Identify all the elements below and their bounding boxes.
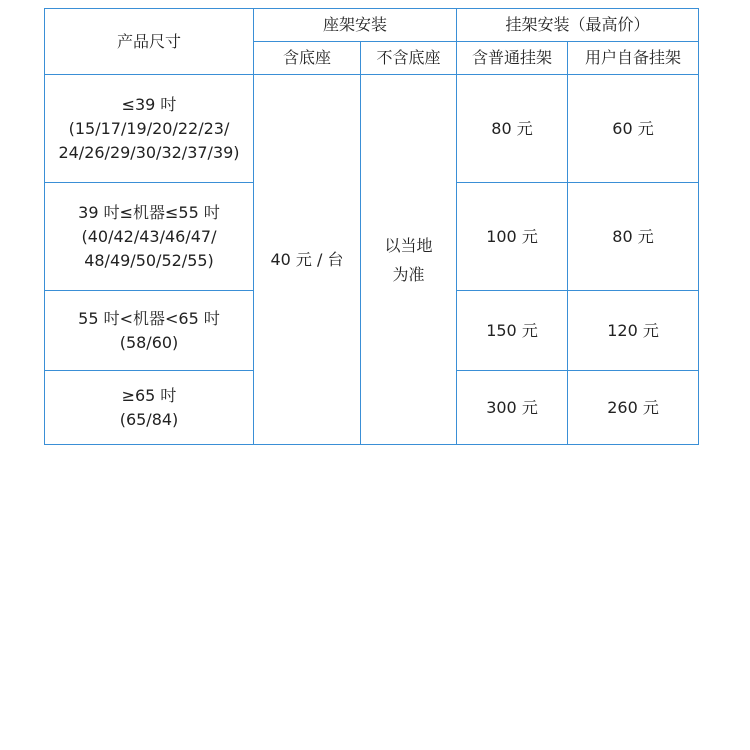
user-bracket-price: 80 元 [568, 183, 699, 291]
size-range: ≤39 吋 [121, 94, 177, 114]
size-list: (65/84) [119, 409, 179, 429]
header-user-bracket: 用户自备挂架 [568, 42, 699, 75]
size-list: (40/42/43/46/47/ 48/49/50/52/55) [81, 226, 217, 270]
header-without-base: 不含底座 [361, 42, 457, 75]
table-row [45, 75, 699, 183]
header-seat-install: 座架安装 [254, 9, 457, 42]
header-standard-bracket: 含普通挂架 [457, 42, 568, 75]
header-product-size: 产品尺寸 [45, 9, 254, 75]
without-base-note-text: 以当地为准 [384, 235, 433, 284]
standard-bracket-price: 150 元 [457, 291, 568, 371]
size-list: (15/17/19/20/22/23/ 24/26/29/30/32/37/39) [58, 118, 240, 162]
standard-bracket-price: 300 元 [457, 371, 568, 445]
size-cell [45, 183, 254, 291]
size-list: (58/60) [119, 332, 179, 352]
header-with-base: 含底座 [254, 42, 361, 75]
size-cell [45, 75, 254, 183]
size-range: 55 吋<机器<65 吋 [78, 308, 220, 328]
size-range: ≥65 吋 [121, 385, 177, 405]
with-base-price: 40 元 / 台 [254, 75, 361, 445]
without-base-note [361, 75, 457, 445]
header-hang-install: 挂架安装（最高价） [457, 9, 699, 42]
standard-bracket-price: 80 元 [457, 75, 568, 183]
user-bracket-price: 60 元 [568, 75, 699, 183]
standard-bracket-price: 100 元 [457, 183, 568, 291]
size-cell [45, 371, 254, 445]
user-bracket-price: 120 元 [568, 291, 699, 371]
size-range: 39 吋≤机器≤55 吋 [78, 202, 220, 222]
user-bracket-price: 260 元 [568, 371, 699, 445]
installation-price-table [44, 8, 699, 445]
size-cell [45, 291, 254, 371]
